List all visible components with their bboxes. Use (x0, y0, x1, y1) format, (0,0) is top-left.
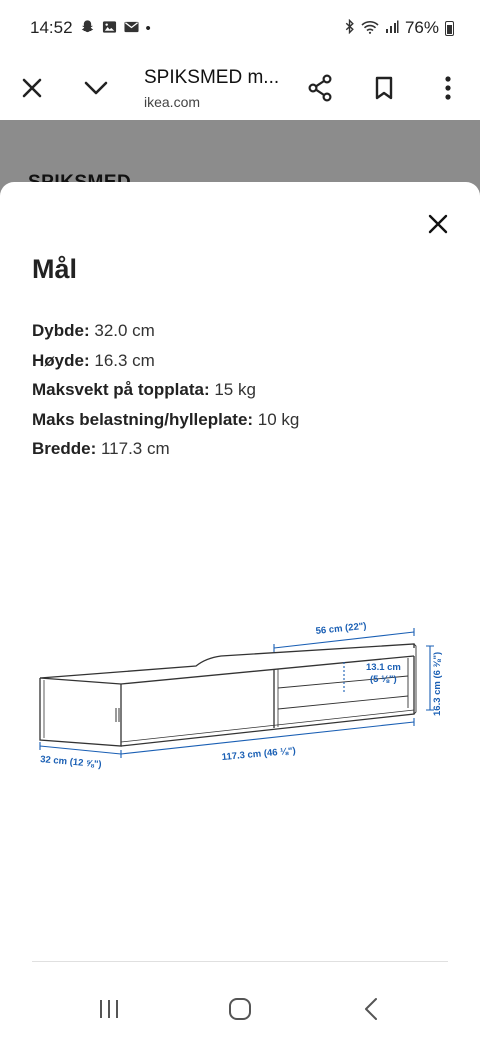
total-width-label: 117.3 cm (46 ⅛") (221, 745, 297, 763)
shelf-height-inch-label: (5 ⅛") (370, 674, 397, 685)
snapchat-icon (80, 19, 95, 37)
close-icon (21, 77, 43, 99)
bookmark-icon (374, 76, 394, 100)
browser-toolbar (0, 56, 480, 120)
back-button[interactable] (341, 984, 401, 1034)
tab-title-area[interactable] (128, 67, 288, 110)
recent-apps-icon (97, 998, 121, 1020)
status-dot: • (145, 19, 151, 37)
more-vert-icon (445, 76, 451, 100)
sheet-divider (32, 961, 448, 962)
back-icon (363, 997, 379, 1021)
recent-apps-button[interactable] (79, 984, 139, 1034)
page-url: ikea.com (144, 93, 201, 110)
shelf-height-label: 13.1 cm (366, 662, 401, 673)
signal-icon (385, 20, 399, 37)
chevron-down-icon (83, 80, 109, 96)
shelf-width-label: 56 cm (22") (315, 620, 368, 637)
dimension-row: Maks belastning/hylleplate: 10 kg (32, 409, 300, 429)
close-icon (428, 214, 448, 234)
bluetooth-icon (345, 19, 355, 37)
battery-percent: 76% (404, 18, 439, 37)
sheet-close-button[interactable] (418, 204, 458, 244)
depth-label: 32 cm (12 ⅝") (39, 754, 103, 771)
wifi-icon (361, 20, 379, 37)
close-tab-button[interactable] (0, 56, 64, 120)
home-icon (228, 997, 252, 1021)
status-time: 14:52 (30, 18, 73, 37)
share-icon (307, 74, 333, 102)
dimensions-sheet (0, 182, 480, 978)
dimension-row: Maksvekt på topplata: 15 kg (32, 380, 256, 399)
mail-icon (124, 21, 139, 36)
home-button[interactable] (210, 984, 270, 1034)
dimension-diagram (26, 608, 456, 796)
gallery-icon (102, 20, 117, 37)
sheet-title: Mål (32, 254, 78, 284)
total-height-label: 16.3 cm (6 ⅜") (432, 651, 443, 716)
dimension-row: Dybde: 32.0 cm (32, 321, 155, 340)
share-button[interactable] (288, 56, 352, 120)
minimize-tab-button[interactable] (64, 56, 128, 120)
dimension-row: Høyde: 16.3 cm (32, 350, 155, 370)
system-nav-bar (0, 978, 480, 1040)
dimensions-list (32, 316, 299, 464)
furniture-drawing (40, 644, 416, 746)
bookmark-button[interactable] (352, 56, 416, 120)
dimension-row: Bredde: 117.3 cm (32, 439, 170, 458)
page-title: SPIKSMED m... (144, 66, 280, 88)
more-options-button[interactable] (416, 56, 480, 120)
battery-icon (445, 21, 454, 36)
dimension-lines (40, 628, 434, 758)
status-bar (0, 0, 480, 56)
